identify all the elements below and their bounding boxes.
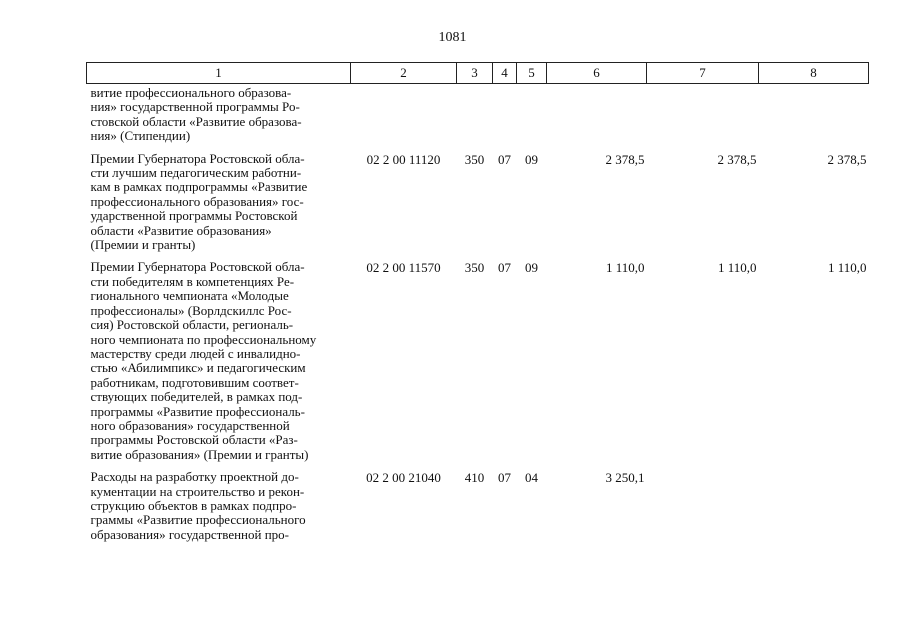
row-value-7 [647,84,759,152]
row-vr [457,84,493,152]
header-col-4: 4 [493,63,517,84]
row-vr: 350 [464,260,485,276]
row-value-6 [547,84,647,152]
header-col-5: 5 [517,63,547,84]
row-name: Премии Губернатора Ростовской обла- сти лучшим педагогическим работни- кам в рамках подпрограммы «Развитие профессионального образования» гос- ударственной программы Ростовской области «Развитие образования» (Премии и гранты) [90,150,308,253]
row-rz: 07 [498,151,511,167]
row-value-8: 1 110,0 [827,260,867,276]
row-code: 02 2 00 21040 [366,470,441,486]
header-col-3: 3 [457,63,493,84]
row-value-7 [647,470,759,550]
header-col-2: 2 [351,63,457,84]
row-name: Премии Губернатора Ростовской обла- сти победителям в компетенциях Ре- гионального чемпионата «Молодые профессионалы» (Ворлдскиллс Рос- сия) Ростовской области, региональ- ного чемпионата по профессиональному мастерству среди людей с инвалидно- стью «Абилимпикс» и педагогическим работникам, подготовившим соответ- ствующих победителей, в рамках под- программы «Развитие профессиональ- ного образования» государственной программы Ростовской области «Раз- витие образования» (Премии и гранты) [90,259,317,462]
table-row [87,470,869,550]
page-number: 1081 [438,30,467,45]
header-col-8: 8 [759,63,869,84]
header-col-7: 7 [647,63,759,84]
row-value-8 [759,84,869,152]
row-value-6: 3 250,1 [605,470,645,486]
row-pr [517,84,547,152]
row-code: 02 2 00 11120 [366,151,441,167]
row-code: 02 2 00 11570 [366,260,441,276]
row-rz [493,84,517,152]
row-name: Расходы на разработку проектной до- кументации на строительство и рекон- струкцию объектов в рамках подпро- граммы «Развитие профессионального образования» государственной про- [90,469,306,542]
table-row [87,84,869,152]
budget-table [86,62,869,550]
row-code [351,84,457,152]
row-value-7: 2 378,5 [717,151,757,167]
row-value-6: 2 378,5 [605,151,645,167]
row-vr: 410 [464,470,485,486]
row-rz: 07 [498,470,511,486]
row-rz: 07 [498,260,511,276]
row-value-6: 1 110,0 [605,260,645,276]
row-vr: 350 [464,151,485,167]
row-pr: 09 [525,260,538,276]
row-value-7: 1 110,0 [717,260,757,276]
row-name: витие профессионального образова- ния» государственной программы Ро- стовской области «Развитие образова- ния» (Стипендии) [90,85,302,144]
row-value-8 [759,470,869,550]
row-value-8: 2 378,5 [827,151,867,167]
table-header-row [87,63,869,84]
header-col-1: 1 [87,63,351,84]
row-pr: 04 [525,470,538,486]
header-col-6: 6 [547,63,647,84]
table-row [87,152,869,261]
table-row [87,260,869,470]
row-pr: 09 [525,151,538,167]
